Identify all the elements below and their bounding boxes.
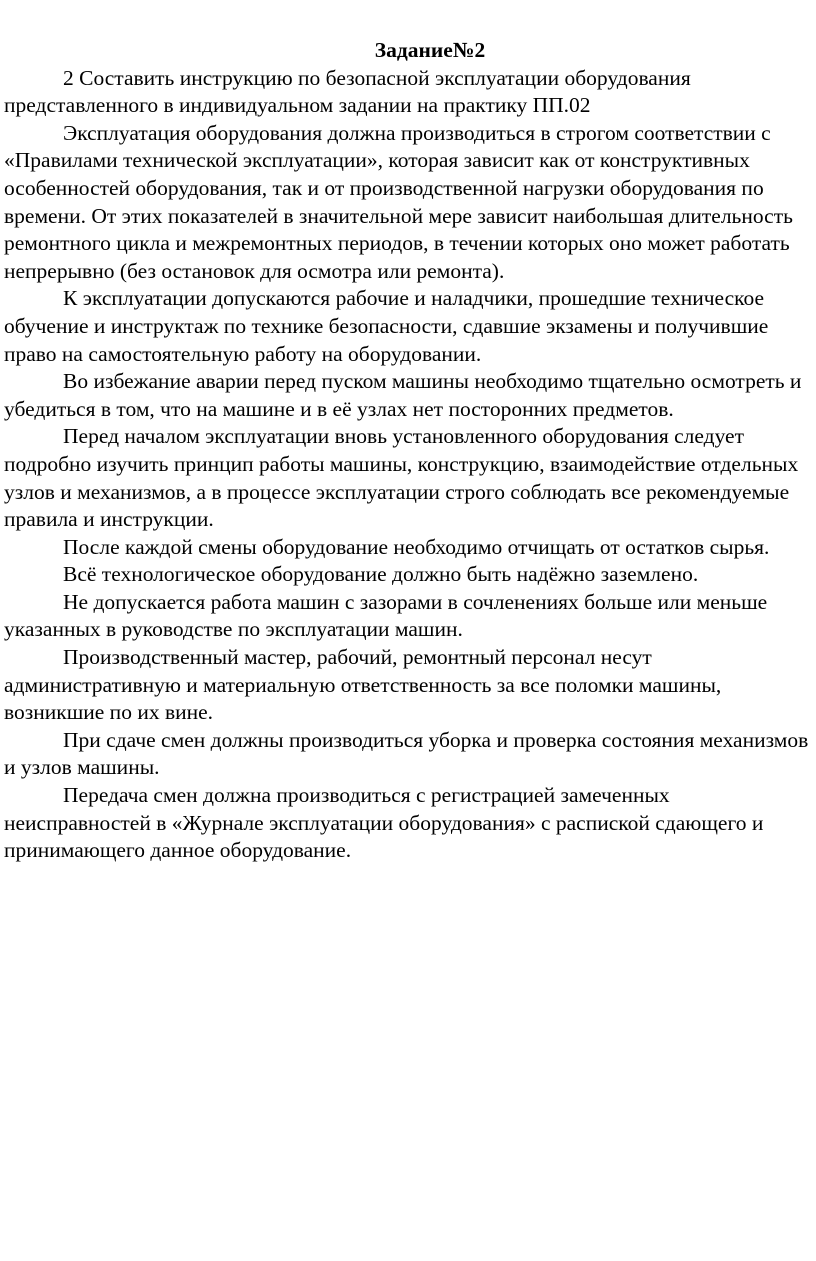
paragraph-cleaning: После каждой смены оборудование необходимо отчищать от остатков сырья.	[63, 534, 770, 559]
paragraph-clearances: Не допускается работа машин с зазорами в сочленениях больше или меньше указанных в руководстве по эксплуатации машин.	[4, 589, 768, 642]
paragraph-admission: К эксплуатации допускаются рабочие и наладчики, прошедшие техническое обучение и инструктаж по технике безопасности, сдавшие экзамены и получившие право на самостоятельную работу на оборудовании.	[4, 286, 769, 366]
paragraph-grounding: Всё технологическое оборудование должно быть надёжно заземлено.	[63, 562, 699, 587]
document-page	[0, 37, 816, 865]
document-title: Задание№2	[374, 38, 486, 62]
paragraph-task: 2 Составить инструкцию по безопасной эксплуатации оборудования представленного в индивидуальном задании на практику ПП.02	[4, 65, 691, 118]
paragraph-journal: Передача смен должна производиться с регистрацией замеченных неисправностей в «Журнале эксплуатации оборудования» с распиской сдающего и принимающего данное оборудование.	[4, 783, 764, 863]
paragraph-study: Перед началом эксплуатации вновь установленного оборудования следует подробно изучить принцип работы машины, конструкцию, взаимодействие отдельных узлов и механизмов, а в процессе эксплуатации строго соблюдать все рекомендуемые правила и инструкции.	[4, 424, 799, 532]
paragraph-responsibility: Производственный мастер, рабочий, ремонтный персонал несут административную и материальную ответственность за все поломки машины, возникшие по их вине.	[4, 645, 722, 725]
paragraph-inspection: Во избежание аварии перед пуском машины необходимо тщательно осмотреть и убедиться в том, что на машине и в её узлах нет посторонних предметов.	[4, 369, 802, 421]
paragraph-operation: Эксплуатация оборудования должна производиться в строгом соответствии с «Правилами технической эксплуатации», которая зависит как от конструктивных особенностей оборудования, так и от производственной нагрузки оборудования по времени. От этих показателей в значительной мере зависит наибольшая длительность ремонтного цикла и межремонтных периодов, в течении которых оно может работать непрерывно (без остановок для осмотра или ремонта).	[4, 120, 793, 283]
paragraph-shift-handover: При сдаче смен должны производиться уборка и проверка состояния механизмов и узлов машины.	[4, 727, 809, 780]
